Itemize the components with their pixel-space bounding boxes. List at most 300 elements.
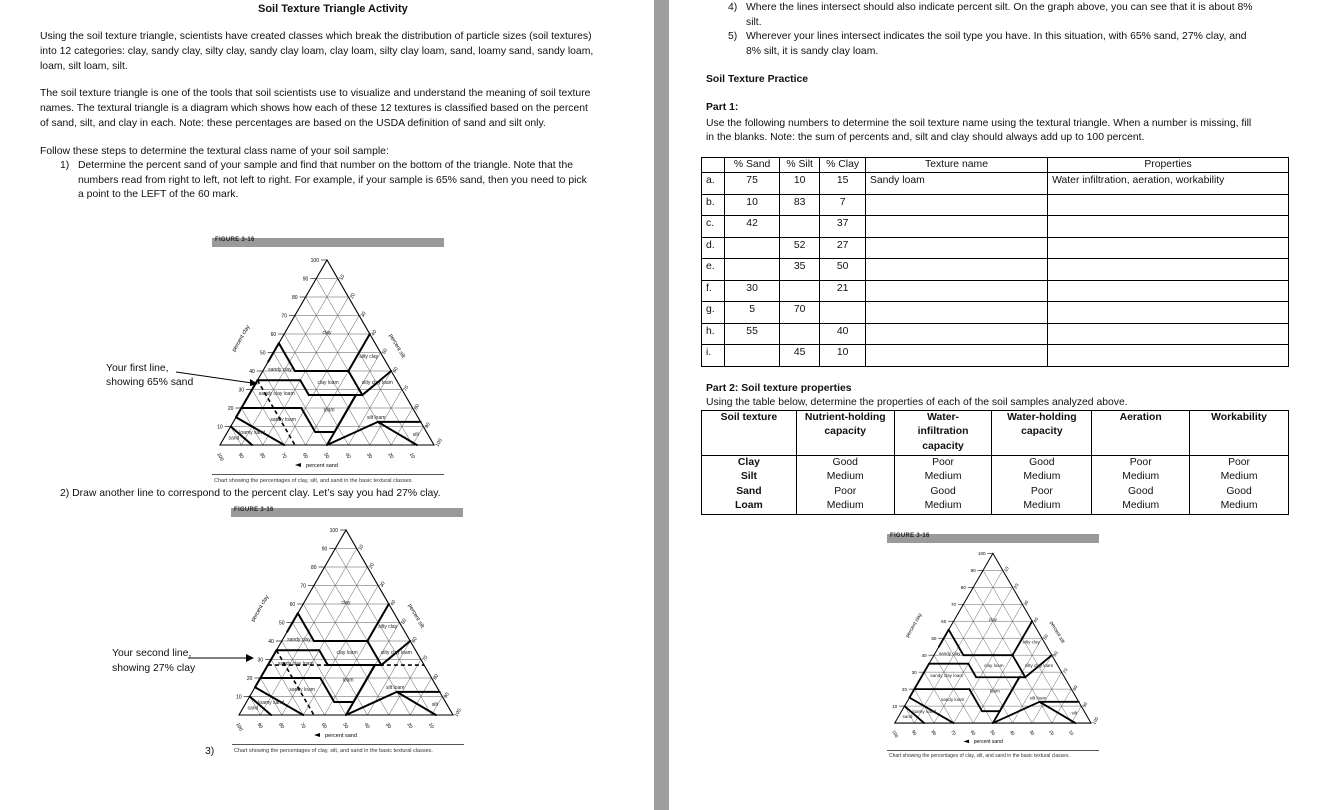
step3-number: 3) [205, 746, 215, 757]
step4-number: 4) [728, 2, 738, 13]
sand-tick-label: 20 [1048, 729, 1056, 737]
step5-line: Wherever your lines intersect indicates the soil type you have. In this situation, with 65% sand, 27% clay, and [746, 31, 1247, 42]
property-value: Poor [992, 485, 1092, 499]
class-boundary [969, 689, 982, 711]
clay-tick-label: 40 [249, 369, 255, 375]
table-cell[interactable] [865, 323, 1047, 345]
clay-tick-label: 60 [289, 602, 296, 608]
table-cell[interactable] [865, 345, 1047, 367]
clay-tick-label: 20 [227, 406, 234, 412]
silt-tick-label: 90 [1081, 701, 1089, 709]
header-text: Water-holding [1007, 412, 1077, 423]
row-label: c. [702, 216, 725, 238]
table-header-cell [702, 158, 725, 173]
clay-tick-label: 100 [310, 258, 319, 264]
step1-line: a point to the LEFT of the 60 mark. [78, 189, 239, 200]
class-boundary [255, 678, 260, 687]
class-label-loam: loam [989, 688, 1000, 694]
class-label-clay-loam: clay loam [317, 379, 339, 386]
clay-tick-label: 10 [892, 703, 898, 709]
figure-caption: Chart showing the percentages of clay, silt, and sand in the basic textural classes. [234, 748, 433, 754]
figure-caption: Chart showing the percentages of clay, silt, and sand in the basic textural classes. [214, 478, 413, 484]
row-label: e. [702, 259, 725, 281]
silt-tick-label: 20 [1012, 582, 1020, 590]
class-boundary [397, 692, 436, 715]
property-value: Medium [894, 499, 992, 514]
axis-label-sand: percent sand [973, 739, 1003, 746]
intro-line: loam, silt loam, silt. [40, 61, 128, 72]
table-cell[interactable] [1048, 345, 1289, 367]
sand-direction-arrow [314, 733, 320, 737]
clay-tick-label: 10 [217, 424, 223, 431]
class-label-loamy-sand: loamy sand [239, 429, 265, 436]
step4-line: silt. [746, 17, 762, 28]
clay-tick-label: 90 [321, 546, 328, 553]
sand-tick-label: 10 [426, 722, 435, 730]
class-label-clay: clay [341, 600, 351, 606]
table-cell: 5 [725, 302, 780, 324]
annotation-first-line: Your first line, [106, 363, 169, 374]
class-label-sandy-clay: sandy clay [268, 367, 292, 373]
axis-label-clay: percent clay [904, 612, 924, 639]
class-boundary [320, 678, 334, 702]
header-text: capacity [1021, 426, 1063, 438]
table-cell[interactable] [779, 280, 819, 302]
clay-tick-label: 70 [281, 313, 287, 320]
figure-caption: Chart showing the percentages of clay, silt, and sand in the basic textural classes. [889, 753, 1070, 759]
annotation-second-line: showing 27% clay [112, 663, 196, 674]
class-boundary [319, 650, 328, 665]
table-cell[interactable] [1048, 216, 1289, 238]
class-label-sand: sand [228, 435, 240, 442]
class-boundary [367, 641, 381, 665]
sand-gridline [983, 570, 1071, 723]
silt-tick-label: 70 [421, 654, 430, 663]
table-row [702, 216, 1289, 238]
row-label: i. [702, 345, 725, 367]
sand-tick-label: 20 [405, 722, 414, 730]
header-text: Nutrient-holding [804, 412, 886, 423]
practice-title: Soil Texture Practice [706, 74, 809, 85]
figure-header: FIGURE 3-16 [887, 534, 1099, 543]
silt-tick-label: 70 [402, 384, 411, 393]
sand-tick-label: 30 [365, 452, 374, 460]
annotation-arrow [176, 370, 261, 390]
table-cell: 30 [725, 280, 780, 302]
clay-tick-label: 80 [960, 585, 966, 591]
table-cell[interactable] [865, 216, 1047, 238]
class-label-loamy-sand: loamy sand [912, 708, 936, 714]
header-text: capacity [824, 426, 866, 438]
class-boundary [378, 422, 417, 445]
class-boundary [300, 380, 309, 395]
table-row [702, 237, 1289, 259]
property-value: Good [796, 456, 894, 471]
sand-tick-label: 40 [362, 722, 371, 730]
table-cell: 10 [820, 345, 866, 367]
class-boundary [909, 689, 914, 697]
silt-tick-label: 80 [1071, 684, 1079, 692]
table-cell: 40 [820, 323, 866, 345]
clay-tick-label: 50 [259, 350, 266, 357]
properties-row [702, 485, 1289, 499]
table-cell[interactable] [779, 323, 819, 345]
class-label-clay: clay [988, 617, 997, 623]
step2-line: 2) Draw another line to correspond to the percent clay. Let’s say you had 27% clay. [60, 488, 441, 499]
table-cell[interactable] [1048, 323, 1289, 345]
row-label: d. [702, 237, 725, 259]
table-cell: 83 [779, 194, 819, 216]
triangle-svg [879, 546, 1104, 746]
clay-tick-label: 20 [901, 686, 908, 692]
sand-tick-label: 90 [255, 722, 264, 730]
step1-number: 1) [60, 160, 70, 171]
class-boundary [1013, 655, 1026, 677]
table-cell: 52 [779, 237, 819, 259]
axis-label-sand: percent sand [325, 733, 357, 739]
table-row [702, 323, 1289, 345]
triangle-svg [203, 252, 448, 470]
clay-tick-label: 80 [311, 565, 317, 571]
class-label-silt: silt [412, 431, 419, 438]
class-label-clay-loam: clay loam [984, 663, 1004, 669]
document-page-1 [0, 0, 654, 810]
sand-tick-label: 50 [322, 452, 331, 460]
property-value: Poor [796, 485, 894, 499]
step1-line: Determine the percent sand of your sample and find that number on the bottom of the triangle. Note that the [78, 160, 574, 171]
sand-tick-label: 80 [277, 722, 286, 730]
clay-tick-label: 40 [921, 653, 927, 659]
silt-tick-label: 40 [389, 599, 398, 607]
table-cell: 75 [725, 173, 780, 195]
property-value: Good [894, 485, 992, 499]
sand-tick-label: 50 [341, 722, 350, 730]
property-value: Poor [894, 456, 992, 471]
properties-header-cell [702, 411, 797, 456]
sand-tick-label: 100 [215, 452, 225, 463]
table-cell[interactable] [865, 237, 1047, 259]
class-label-silt-loam: silt loam [386, 685, 405, 692]
table-row [702, 280, 1289, 302]
property-value: Medium [1092, 499, 1190, 514]
silt-tick-label: 100 [1091, 716, 1100, 726]
clay-tick-label: 30 [238, 387, 245, 394]
sand-direction-arrow [295, 463, 301, 467]
properties-row [702, 456, 1289, 471]
clay-tick-label: 50 [931, 636, 937, 642]
soil-texture-triangle [879, 546, 1104, 746]
table-header-cell: Texture name [865, 158, 1047, 173]
silt-tick-label: 100 [453, 707, 463, 718]
class-label-sandy-loam: sandy loam [940, 697, 965, 702]
header-text: Workability [1211, 412, 1267, 423]
header-text: infiltration [917, 426, 969, 438]
soil-texture-triangle [203, 252, 448, 470]
axis-label-clay: percent clay [250, 594, 271, 623]
step4-line: Where the lines intersect should also indicate percent silt. On the graph above, you can see that it is about 8% [746, 2, 1253, 13]
class-boundary [348, 371, 362, 395]
axis-label-silt: percent silt [1048, 620, 1066, 645]
properties-header-row [702, 411, 1289, 456]
class-boundary [1040, 702, 1076, 723]
property-value: Good [1092, 485, 1190, 499]
axis-label-clay: percent clay [231, 324, 252, 353]
table-cell[interactable] [725, 259, 780, 281]
clay-tick-label: 30 [911, 669, 917, 675]
row-label: f. [702, 280, 725, 302]
properties-header-cell [894, 411, 992, 456]
class-label-silt: silt [1071, 710, 1078, 716]
property-value: Medium [894, 470, 992, 484]
clay-tick-label: 70 [300, 583, 306, 590]
axis-label-sand: percent sand [306, 463, 338, 469]
class-label-sand: sand [247, 705, 259, 712]
class-label-silt-loam: silt loam [367, 415, 386, 422]
table-cell[interactable] [865, 259, 1047, 281]
silt-tick-label: 50 [400, 617, 409, 626]
intro-line: Using the soil texture triangle, scientists have created classes which break the distribution of particle sizes (soil textures) [40, 31, 592, 42]
soil-texture-triangle [222, 522, 467, 740]
class-label-sandy-clay: sandy clay [287, 637, 311, 643]
properties-row [702, 470, 1289, 484]
table-row [702, 259, 1289, 281]
sand-tick-label: 70 [298, 722, 307, 730]
sand-tick-label: 60 [300, 452, 309, 460]
sand-tick-label: 10 [407, 452, 416, 460]
sand-tick-label: 50 [989, 729, 997, 737]
table-cell[interactable] [1048, 302, 1289, 324]
paragraph-line: The soil texture triangle is one of the tools that soil scientists use to visualize and understand the meaning of soil texture [40, 88, 591, 99]
silt-tick-label: 10 [1002, 565, 1010, 573]
class-label-clay-loam: clay loam [336, 649, 358, 656]
clay-tick-label: 80 [292, 295, 298, 301]
soil-texture-name: Clay [702, 456, 797, 471]
class-label-sandy-clay-loam: sandy clay loam [258, 391, 295, 398]
property-value: Good [1190, 485, 1289, 499]
table-cell[interactable] [725, 237, 780, 259]
table-cell[interactable] [1048, 237, 1289, 259]
sand-tick-label: 90 [236, 452, 245, 460]
table-cell[interactable] [1048, 194, 1289, 216]
table-cell[interactable] [865, 302, 1047, 324]
class-label-sandy-clay-loam: sandy clay loam [930, 673, 964, 679]
header-text: Soil texture [720, 412, 778, 423]
clay-tick-label: 60 [270, 332, 277, 338]
class-label-loamy-sand: loamy sand [258, 699, 284, 706]
silt-tick-label: 20 [348, 292, 357, 300]
step5-number: 5) [728, 31, 738, 42]
clay-tick-label: 100 [977, 551, 986, 557]
step5-line: 8% silt, it is sandy clay loam. [746, 46, 879, 57]
silt-tick-label: 80 [413, 403, 422, 411]
property-value: Medium [796, 499, 894, 514]
sand-tick-label: 10 [1067, 729, 1075, 737]
sand-gridline [335, 549, 431, 716]
table-cell[interactable] [725, 345, 780, 367]
sand-tick-label: 100 [234, 722, 244, 733]
silt-tick-label: 40 [1032, 616, 1040, 624]
class-boundary [236, 408, 241, 417]
property-value: Good [992, 456, 1092, 471]
steps-intro: Follow these steps to determine the textural class name of your soil sample: [40, 146, 389, 157]
clay-tick-label: 90 [302, 276, 309, 283]
table-cell: 50 [820, 259, 866, 281]
texture-practice-table [701, 157, 1289, 367]
table-cell: Water infiltration, aeration, workability [1048, 173, 1289, 195]
silt-tick-label: 50 [1042, 633, 1050, 641]
class-label-clay: clay [322, 330, 332, 336]
document-page-2 [669, 0, 1317, 810]
sand-tick-label: 70 [949, 729, 957, 737]
silt-tick-label: 50 [381, 347, 390, 356]
silt-tick-label: 90 [442, 691, 451, 700]
header-text: Aeration [1119, 412, 1162, 423]
table-cell: 45 [779, 345, 819, 367]
table-cell: 55 [725, 323, 780, 345]
clay-tick-label: 70 [950, 602, 957, 608]
silt-tick-label: 60 [410, 636, 419, 644]
silt-tick-label: 40 [370, 329, 379, 337]
row-label: h. [702, 323, 725, 345]
annotation-arrow [188, 652, 258, 664]
class-label-loam: loam [342, 677, 354, 684]
sand-tick-label: 80 [258, 452, 267, 460]
sand-tick-label: 80 [930, 729, 938, 737]
part1-line: in the blanks. Note: the sum of percents and, silt and clay should always add up to 100 percent. [706, 132, 1145, 143]
sand-tick-label: 40 [1008, 729, 1016, 737]
class-label-sand: sand [902, 713, 913, 719]
property-value: Medium [1092, 470, 1190, 484]
table-cell: 10 [779, 173, 819, 195]
table-row [702, 194, 1289, 216]
class-boundary [301, 408, 315, 432]
class-label-silty-clay: silty clay [378, 624, 398, 631]
clay-tick-label: 50 [278, 620, 285, 627]
property-value: Poor [1190, 456, 1289, 471]
part2-intro: Using the table below, determine the properties of each of the soil samples analyzed above. [706, 397, 1128, 408]
table-cell: 70 [779, 302, 819, 324]
row-label: a. [702, 173, 725, 195]
step1-line: numbers read from right to left, not left to right. For example, if your sample is 65% sand, then you need to pick [78, 175, 587, 186]
table-cell[interactable] [820, 302, 866, 324]
sand-gridline [316, 279, 412, 446]
sand-tick-label: 60 [969, 729, 977, 737]
silt-tick-label: 80 [432, 673, 441, 681]
table-header-cell: % Sand [725, 158, 780, 173]
class-label-silty-clay-loam: silty clay loam [361, 379, 393, 386]
table-cell[interactable] [1048, 280, 1289, 302]
row-label: g. [702, 302, 725, 324]
silt-tick-label: 30 [378, 580, 387, 589]
page-title: Soil Texture Triangle Activity [258, 3, 408, 15]
figure-header: FIGURE 3-16 [212, 238, 444, 247]
table-cell: 7 [820, 194, 866, 216]
table-cell[interactable] [1048, 259, 1289, 281]
soil-properties-table [701, 410, 1289, 515]
table-cell: 42 [725, 216, 780, 238]
part2-title: Part 2: Soil texture properties [706, 383, 852, 394]
annotation-second-line: Your second line, [112, 648, 192, 659]
annotation-first-line: showing 65% sand [106, 377, 194, 388]
property-value: Medium [796, 470, 894, 484]
property-value: Poor [1092, 456, 1190, 471]
class-boundary [968, 664, 976, 678]
clay-tick-label: 40 [268, 639, 274, 645]
sand-tick-label: 90 [910, 729, 918, 737]
properties-header-cell [1092, 411, 1190, 456]
table-cell: Sandy loam [865, 173, 1047, 195]
property-value: Medium [992, 499, 1092, 514]
table-row [702, 302, 1289, 324]
table-header-cell: % Silt [779, 158, 819, 173]
properties-header-cell [1190, 411, 1289, 456]
sand-tick-label: 100 [891, 729, 900, 739]
table-header-cell: % Clay [820, 158, 866, 173]
clay-tick-label: 100 [329, 528, 338, 534]
clay-tick-label: 20 [246, 676, 253, 682]
table-cell[interactable] [779, 216, 819, 238]
triangle-svg [222, 522, 467, 740]
sand-tick-label: 30 [1028, 729, 1036, 737]
silt-tick-label: 90 [423, 421, 432, 430]
paragraph-line: of sand, silt, and clay in each. Note: these percentages are based on the USDA definition of sand and silt only. [40, 118, 546, 129]
properties-row [702, 499, 1289, 514]
clay-tick-label: 30 [257, 657, 264, 664]
property-value: Medium [992, 470, 1092, 484]
sand-tick-label: 60 [319, 722, 328, 730]
property-value: Medium [1190, 499, 1289, 514]
class-label-silty-clay: silty clay [1022, 639, 1040, 645]
row-label: b. [702, 194, 725, 216]
soil-texture-name: Loam [702, 499, 797, 514]
table-cell: 10 [725, 194, 780, 216]
silt-tick-label: 20 [367, 562, 376, 570]
table-cell[interactable] [865, 280, 1047, 302]
sand-tick-label: 40 [343, 452, 352, 460]
class-label-silty-clay-loam: silty clay loam [1024, 663, 1054, 669]
part1-title: Part 1: [706, 102, 739, 113]
header-text: Water- [927, 412, 960, 423]
soil-texture-name: Sand [702, 485, 797, 499]
sand-direction-arrow [964, 740, 970, 744]
class-label-loam: loam [323, 407, 335, 414]
paragraph-line: names. The textural triangle is a diagram which shows how each of these 12 textures is classified based on the percent [40, 103, 588, 114]
sand-tick-label: 70 [279, 452, 288, 460]
sand-tick-label: 30 [384, 722, 393, 730]
class-label-sandy-loam: sandy loam [289, 686, 315, 693]
table-cell[interactable] [865, 194, 1047, 216]
class-label-sandy-loam: sandy loam [270, 416, 296, 423]
caption-rule [232, 744, 464, 745]
soil-texture-name: Silt [702, 470, 797, 484]
silt-tick-label: 30 [1022, 599, 1030, 607]
silt-tick-label: 100 [434, 437, 444, 448]
table-cell: 35 [779, 259, 819, 281]
table-cell: 37 [820, 216, 866, 238]
axis-label-silt: percent silt [387, 333, 406, 360]
clay-tick-label: 60 [941, 619, 947, 625]
table-cell: 21 [820, 280, 866, 302]
silt-tick-label: 70 [1061, 667, 1069, 675]
caption-rule [212, 474, 444, 475]
class-label-silty-clay: silty clay [359, 354, 379, 361]
properties-header-cell [796, 411, 894, 456]
table-cell: 15 [820, 173, 866, 195]
table-row [702, 173, 1289, 195]
intro-line: into 12 categories: clay, sandy clay, silty clay, sandy clay loam, clay loam, silty clay loam, sand, loamy sand, sandy loam, [40, 46, 594, 57]
table-cell: 27 [820, 237, 866, 259]
part1-line: Use the following numbers to determine the soil texture name using the textural triangle. When a number is missing, fill [706, 118, 1252, 129]
